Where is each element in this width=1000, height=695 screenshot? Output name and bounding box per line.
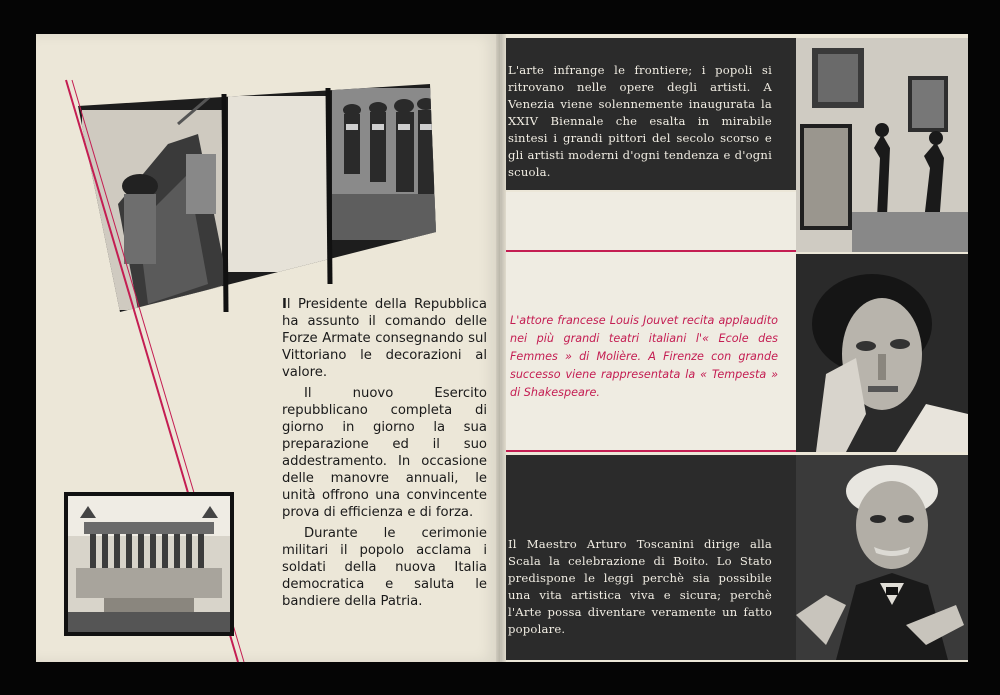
vittoriano-monument-photo (64, 492, 234, 636)
biennale-text: L'arte infrange le frontiere; i popoli si ritrovano nelle opere degli artisti. A Venezia viene solennemente inaugurata la XXIV Biennale che esalta in mirabile sintesi i grandi pittori del secolo scorso e gli artisti moderni d'ogni tendenza e d'ogni scuola. (508, 63, 772, 179)
paragraph-president: Il Presidente della Repubblica ha assunto il comando delle Forze Armate consegnando sul Vittoriano le decorazioni al valore. (282, 297, 487, 380)
book-gutter (496, 34, 506, 662)
biennale-gallery-photo (796, 38, 968, 252)
red-rule-top (506, 250, 796, 252)
jouvet-text: L'attore francese Louis Jouvet recita applaudito nei più grandi teatri italiani l'« Ecole des Femmes » di Molière. A Firenze con grande successo viene rappresentata la « Tempesta » di Shakespeare. (510, 314, 778, 399)
president-text-block (282, 296, 487, 614)
red-rule-bottom (506, 450, 796, 452)
toscanini-portrait-photo (796, 455, 968, 660)
paragraph-ceremonies: Durante le cerimonie militari il popolo acclama i soldati della nuova Italia democratica e saluta le bandiere della Patria. (282, 526, 487, 609)
jouvet-portrait-photo (796, 254, 968, 452)
toscanini-text: Il Maestro Arturo Toscanini dirige alla Scala la celebrazione di Boito. Lo Stato predispone le leggi perchè sia possibile una vita artistica viva e sicura; perchè l'Arte possa diventare veramente un fatto popolare. (508, 537, 772, 636)
soldiers-photo-strip (78, 84, 438, 316)
paragraph-army: Il nuovo Esercito repubblicano completa di giorno in giorno la sua preparazione ed il suo addestramento. In occasione delle manovre annuali, le unità offrono una convincente prova di efficienza e di forza. (282, 386, 487, 520)
